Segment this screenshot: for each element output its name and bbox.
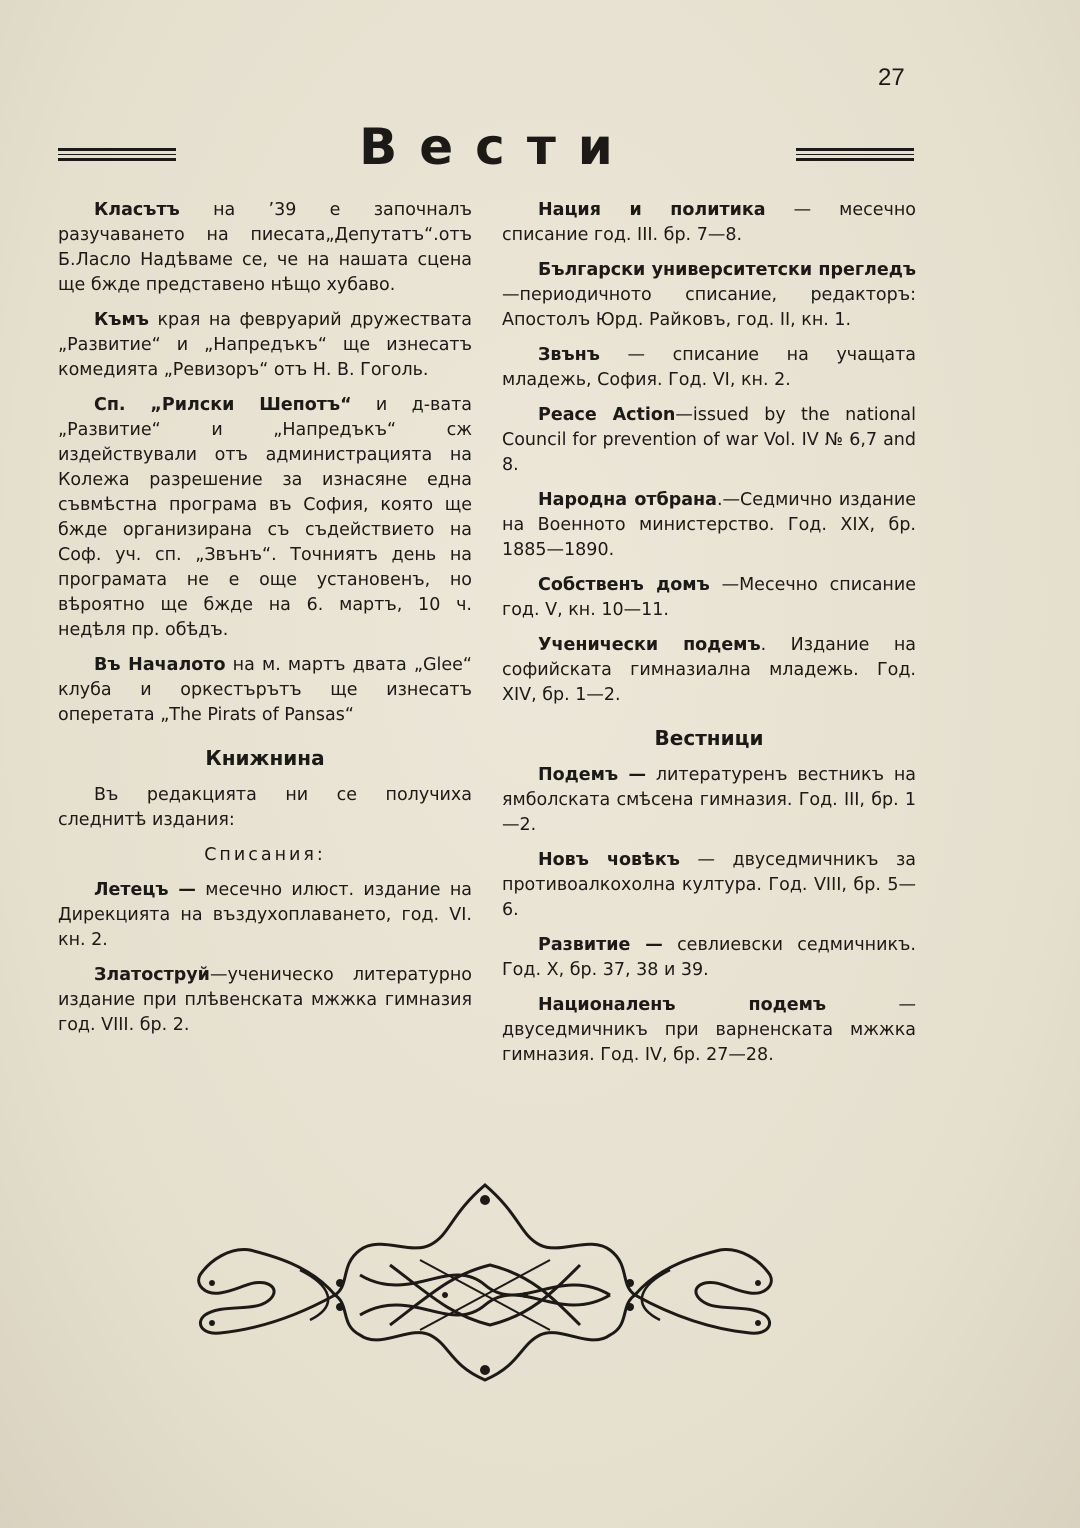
- news-item-text: края на февруарий дружествата „Развитие“ и „Напредъкъ“ ще изнесатъ комедията „Ревизоръ“ отъ Н. В. Гоголь.: [58, 310, 472, 380]
- magazine-text: —ученическо литературно издание при плѣвенската мжжка гимназия год. VIII. бр. 2.: [58, 965, 472, 1035]
- magazine-item: [502, 573, 916, 623]
- newspaper-item: [502, 933, 916, 983]
- magazine-lead: Peace Action: [538, 405, 676, 425]
- magazine-lead: Собственъ домъ: [538, 575, 710, 595]
- magazine-lead: Народна отбрана: [538, 490, 717, 510]
- news-item-text: и д-вата „Развитие“ и „Напредъкъ“ сж издействували отъ администрацията на Колежа разрешение за изнасяне една съвмѣстна програма въ София, която ще бжде организирана съ съдействието на Соф. уч. сп. „Звънъ“. Точниятъ день на програмата не е още установенъ, но вѣроятно ще бжде на 6. мартъ, 10 ч. недѣля пр. обѣдъ.: [58, 395, 472, 640]
- news-item-lead: Сп. „Рилски Шепотъ“: [94, 395, 352, 415]
- magazine-lead: Нация и политика: [538, 200, 766, 220]
- magazine-text: —Месечно списание год. V, кн. 10—11.: [502, 575, 916, 620]
- magazine-lead: Ученически подемъ: [538, 635, 761, 655]
- newspaper-lead: Националенъ подемъ: [538, 995, 827, 1015]
- magazine-text: —issued by the national Council for prevention of war Vol. IV № 6,7 and 8.: [502, 405, 916, 475]
- page-number: 27: [878, 64, 905, 91]
- newspaper-text: — двуседмичникъ за противоалкохолна култура. Год. VIII, бр. 5—6.: [502, 850, 916, 920]
- newspaper-lead: Новъ човѣкъ: [538, 850, 680, 870]
- magazine-text: . Издание на софийската гимназиална младежь. Год. XIV, бр. 1—2.: [502, 635, 916, 705]
- section-intro: Въ редакцията ни се получиха следнитѣ издания:: [58, 785, 472, 830]
- magazine-item: [502, 343, 916, 393]
- left-column: [58, 198, 472, 1048]
- section-heading-books: Книжнина: [205, 746, 325, 770]
- right-column: [502, 198, 916, 1078]
- magazine-text: — списание на учащата младежь, София. Год. VI, кн. 2.: [502, 345, 916, 390]
- magazine-lead: Златоструй: [94, 965, 210, 985]
- magazine-lead: Български университетски прегледъ: [538, 260, 916, 280]
- newspaper-item: [502, 993, 916, 1068]
- newspaper-item: [502, 763, 916, 838]
- newspaper-text: севлиевски седмичникъ. Год. X, бр. 37, 38 и 39.: [502, 935, 916, 980]
- newspaper-text: — двуседмичникъ при варненската мжжка гимназия. Год. IV, бр. 27—28.: [502, 995, 916, 1065]
- celtic-knot-ornament-icon: [190, 1175, 780, 1390]
- news-item: [58, 308, 472, 383]
- magazine-text: .—Седмично издание на Военното министерство. Год. XIX, бр. 1885—1890.: [502, 490, 916, 560]
- newspaper-text: литературенъ вестникъ на ямболската смѣсена гимназия. Год. III, бр. 1—2.: [502, 765, 916, 835]
- magazine-lead: Звънъ: [538, 345, 600, 365]
- news-item: [58, 653, 472, 728]
- right-double-rule: [796, 148, 914, 160]
- magazine-text: — месечно списание год. III. бр. 7—8.: [502, 200, 916, 245]
- magazine-item: [502, 258, 916, 333]
- page-title: Вести: [359, 118, 635, 176]
- magazine-item: [58, 963, 472, 1038]
- magazine-text: месечно илюст. издание на Дирекцията на въздухоплаването, год. VI. кн. 2.: [58, 880, 472, 950]
- news-item-lead: Класътъ: [94, 200, 180, 220]
- magazine-item: [58, 878, 472, 953]
- section-heading-newspapers: Вестници: [654, 726, 764, 750]
- subheading-magazines: Списания:: [204, 845, 326, 865]
- newspaper-lead: Подемъ —: [538, 765, 647, 785]
- magazine-item: [502, 403, 916, 478]
- news-item: [58, 393, 472, 643]
- newspaper-item: [502, 848, 916, 923]
- news-item-lead: Къмъ: [94, 310, 149, 330]
- title-row: [58, 118, 914, 188]
- news-item: [58, 198, 472, 298]
- news-item-text: на м. мартъ двата „Glee“ клуба и оркестърътъ ще изнесатъ оперетата „The Pirats of Pansas“: [58, 655, 472, 725]
- news-item-text: на ’39 е започналъ разучаването на пиесата„Депутатъ“.отъ Б.Ласло Надѣваме се, че на нашата сцена ще бжде представено нѣщо хубаво.: [58, 200, 472, 295]
- news-item-lead: Въ Началото: [94, 655, 226, 675]
- magazine-item: [502, 198, 916, 248]
- newspaper-lead: Развитие —: [538, 935, 663, 955]
- magazine-lead: Летецъ —: [94, 880, 196, 900]
- magazine-text: —периодичното списание, редакторъ: Апостолъ Юрд. Райковъ, год. II, кн. 1.: [502, 285, 916, 330]
- magazine-item: [502, 488, 916, 563]
- magazine-item: [502, 633, 916, 708]
